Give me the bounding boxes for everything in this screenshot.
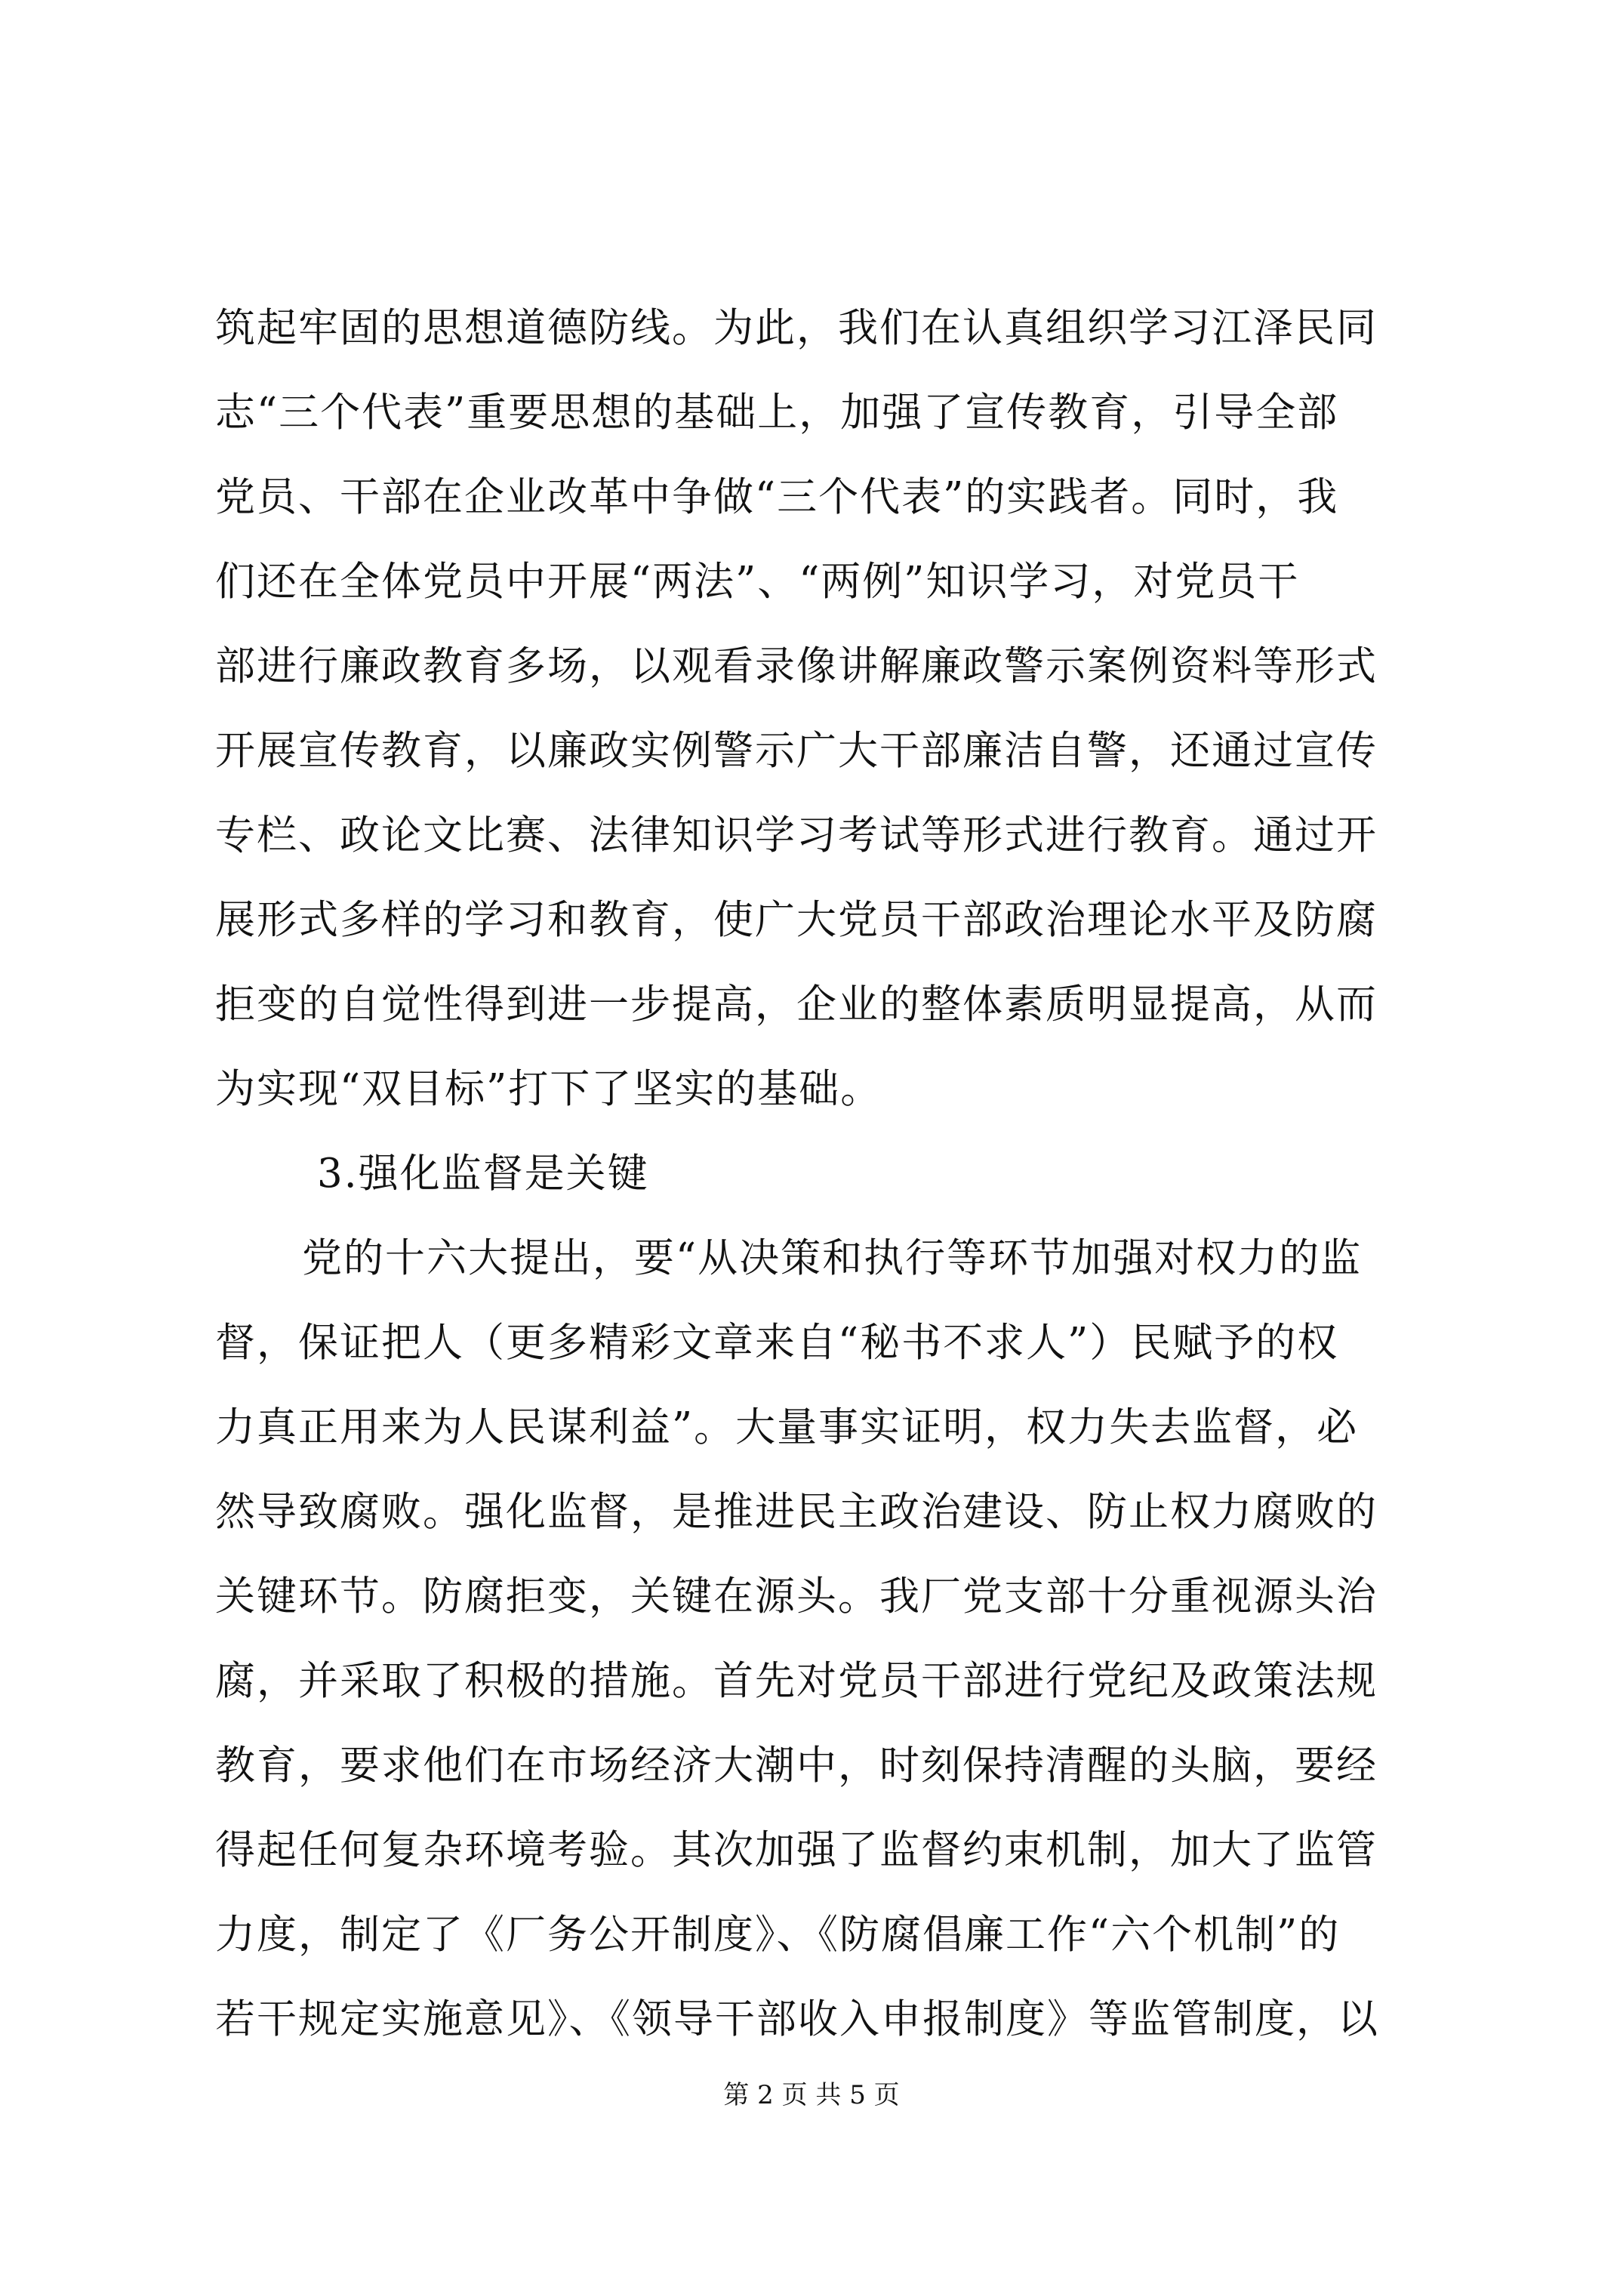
page-footer: 第 2 页 共 5 页 bbox=[723, 2080, 900, 2110]
body-line-5: 部进行廉政教育多场，以观看录像讲解廉政警示案例资料等形式 bbox=[215, 643, 1378, 689]
body-line-3: 党员、干部在企业改革中争做“三个代表”的实践者。同时，我 bbox=[215, 474, 1339, 520]
body-line-8: 展形式多样的学习和教育，使广大党员干部政治理论水平及防腐 bbox=[215, 897, 1378, 943]
body-line-15: 然导致腐败。强化监督，是推进民主政治建设、防止权力腐败的 bbox=[215, 1489, 1378, 1535]
body-line-13: 督，保证把人（更多精彩文章来自“秘书不求人”）民赋予的权 bbox=[215, 1320, 1339, 1366]
body-line-7: 专栏、政论文比赛、法律知识学习考试等形式进行教育。通过开 bbox=[215, 812, 1378, 858]
body-line-2: 志“三个代表”重要思想的基础上，加强了宣传教育，引导全部 bbox=[215, 390, 1339, 436]
body-line-18: 教育，要求他们在市场经济大潮中，时刻保持清醒的头脑，要经 bbox=[215, 1743, 1378, 1789]
body-line-20: 力度，制定了《厂务公开制度》、《防腐倡廉工作“六个机制”的 bbox=[215, 1912, 1341, 1958]
section-heading: 3.强化监督是关键 bbox=[317, 1151, 649, 1197]
body-line-9: 拒变的自觉性得到进一步提高，企业的整体素质明显提高，从而 bbox=[215, 982, 1378, 1028]
body-line-12: 党的十六大提出，要“从决策和执行等环节加强对权力的监 bbox=[302, 1235, 1363, 1281]
body-line-19: 得起任何复杂环境考验。其次加强了监督约束机制，加大了监管 bbox=[215, 1827, 1378, 1873]
body-line-16: 关键环节。防腐拒变，关键在源头。我厂党支部十分重视源头治 bbox=[215, 1573, 1378, 1620]
body-line-14: 力真正用来为人民谋利益”。大量事实证明，权力失去监督，必 bbox=[215, 1404, 1359, 1450]
body-line-1: 筑起牢固的思想道德防线。为此，我们在认真组织学习江泽民同 bbox=[215, 305, 1378, 351]
body-line-10: 为实现“双目标”打下了坚实的基础。 bbox=[215, 1066, 882, 1112]
body-line-17: 腐，并采取了积极的措施。首先对党员干部进行党纪及政策法规 bbox=[215, 1658, 1378, 1704]
body-line-4: 们还在全体党员中开展“两法”、“两例”知识学习，对党员干 bbox=[215, 559, 1300, 605]
body-line-6: 开展宣传教育，以廉政实例警示广大干部廉洁自警，还通过宣传 bbox=[215, 728, 1378, 774]
body-line-21: 若干规定实施意见》、《领导干部收入申报制度》等监管制度，以 bbox=[215, 1996, 1379, 2042]
